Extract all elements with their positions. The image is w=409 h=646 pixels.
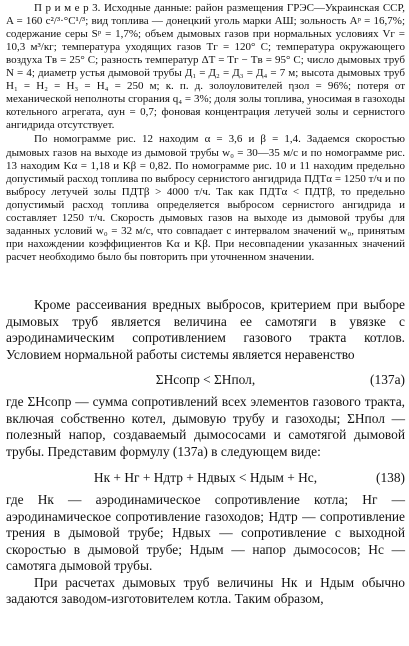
example-paragraph-2: По номограмме рис. 12 находим α = 3,6 и β = 1,4. Задаемся скоростью дымовых газов на выходе из дымовой трубы w₀ = 30—35 м/с и по номограмме рис. 13 находим Kα = 1,18 и Kβ = 0,82. По номограмме рис. 10 и 11 находим предельно допустимый расход топлива по выбросу сернистого ангидрида ПДТα = 1250 т/ч и по выбросу летучей золы ПДТβ > 4000 т/ч. Так как ПДТα < ПДТβ, то предельно допустимый расход топлива определяется выбросом сернистого ангидрида и составляет 1250 т/ч. Скорость дымовых газов на выходе из дымовой трубы для заданных условий w₀ = 32 м/с, что совпадает с интервалом значений w₀, принятым при нахождении коэффициентов Kα и Kβ. При несовпадении указанных значений расчет необходимо было бы повторить при уточненном значении. [6,133,405,263]
body-paragraph-4: При расчетах дымовых труб величины Hк и Hдым обычно задаются заводом-изготовителем котла. Таким образом, [6,574,405,606]
formula-138 [6,467,405,489]
body-paragraph-2: где ΣHсопр — сумма сопротивлений всех элементов газового тракта, включая собственно котел, дымовую трубу и газоходы; ΣHпол — полезный напор, создаваемый дымососами и самотягой дымовой трубы. Представим формулу (137а) в следующем виде: [6,394,405,459]
example-block [6,2,405,264]
formula-137a-number: (137а) [370,372,405,387]
body-paragraph-1: Кроме рассеивания вредных выбросов, критерием при выборе дымовых труб является величина ее самотяги в увязке с аэродинамическим сопротивлением газового тракта котлов. Условием нормальной работы системы является неравенство [6,297,405,362]
formula-137a-expression: ΣHсопр < ΣHпол, [155,372,256,387]
body-paragraph-3: где Hк — аэродинамическое сопротивление котла; Hг — аэродинамическое сопротивление газоходов; Hдтр — сопротивление трения в дымовой трубе; Hдвых — сопротивление с выходной скоростью в дымовой трубе; Hдым — напор дымососов; Hс — самотяга дымовой трубы. [6,492,405,573]
formula-138-expression: Hк + Hг + Hдтр + Hдвых < Hдым + Hс, [93,470,318,485]
formula-137a [6,369,405,391]
formula-138-number: (138) [375,470,405,485]
example-paragraph-1: П р и м е р 3. Исходные данные: район размещения ГРЭС—Украинская ССР, A = 160 с²/³·°С¹/³; вид топлива — донецкий уголь марки АШ; зольность Aᵖ = 16,7%; содержание серы Sᵖ = 1,7%; объем дымовых газов при нормальных условиях Vг = 10,3 м³/кг; температура уходящих газов Tг = 120° С; температура окружающего воздуха Tв = 25° С; разность температур ΔT = Tг − Tв = 95° С; число дымовых труб N = 4; диаметр устья дымовой трубы Д₁ = Д₂ = Д₃ = Д₄ = 7 м; высота дымовых труб H₁ = H₂ = H₃ = H₄ = 250 м; к. п. д. золоуловителей ηзол = 96%; потеря от механической неполноты сгорания q₄ = 3%; доля золы топлива, уносимая в газоходы котельного агрегата, αун = 0,7; фоновая концентрация летучей золы и сернистого ангидрида отсутствует. [6,2,405,132]
main-text [6,297,405,608]
